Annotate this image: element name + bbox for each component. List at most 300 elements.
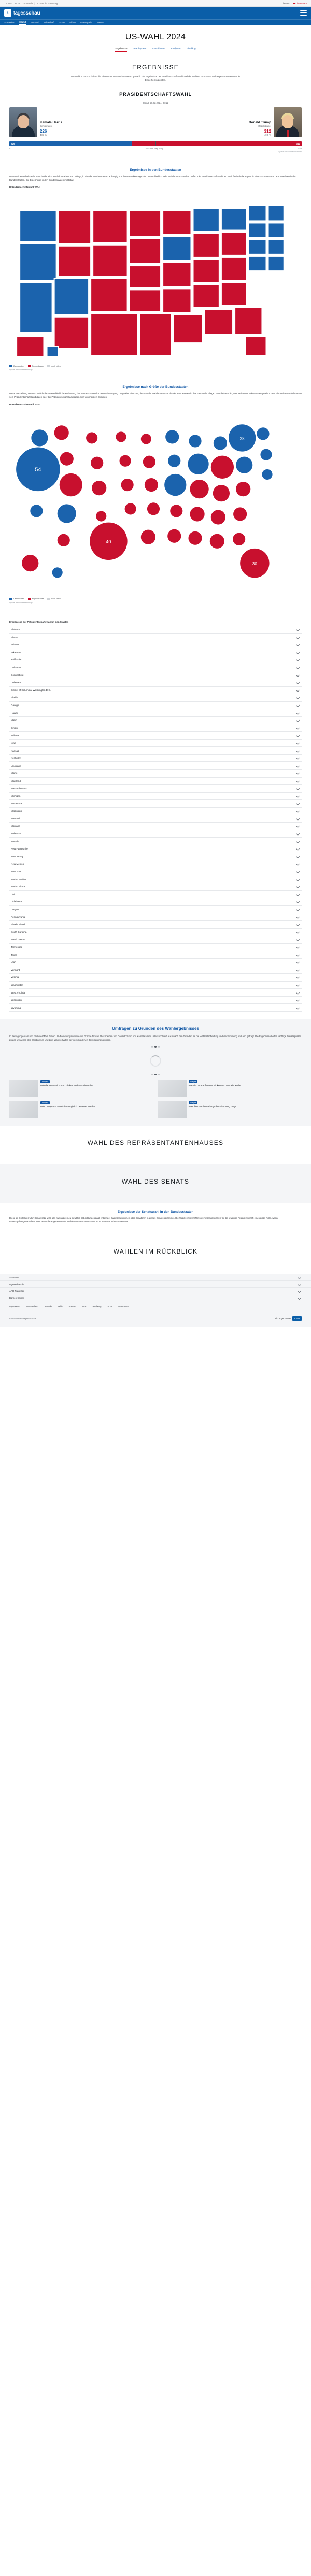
state-accordion-label: South Carolina <box>11 930 27 933</box>
candidate-harris[interactable] <box>9 107 156 137</box>
footer-link[interactable]: Hilfe <box>58 1305 63 1308</box>
house-title: WAHL DES REPRÄSENTANTENHAUSES <box>87 1139 224 1146</box>
state-accordion-row[interactable] <box>9 770 302 778</box>
card-tag: Analyse <box>189 1101 198 1104</box>
state-accordion-label: Massachusetts <box>11 787 27 790</box>
state-accordion-row[interactable] <box>9 823 302 830</box>
chevron-down-icon <box>296 900 300 903</box>
state-accordion-row[interactable] <box>9 747 302 755</box>
state-accordion-row[interactable] <box>9 702 302 710</box>
analysis-card[interactable] <box>9 1101 154 1118</box>
state-list-section <box>0 611 311 1019</box>
state-accordion-label: Oklahoma <box>11 900 22 903</box>
state-accordion-label: Alaska <box>11 636 18 639</box>
state-accordion-row[interactable] <box>9 898 302 906</box>
state-accordion-label: Ohio <box>11 893 16 896</box>
state-list-heading: Ergebnisse der Präsidentschaftswahl in den Staaten <box>9 620 69 623</box>
svg-text:54: 54 <box>35 467 41 473</box>
electoral-bar-track <box>9 141 302 146</box>
legend-item-0 <box>9 598 24 600</box>
state-accordion-label: Kansas <box>11 749 19 752</box>
harris-name: Kamala Harris <box>40 120 62 124</box>
state-accordion-label: Iowa <box>11 741 16 744</box>
polls-text: In Befragungen am und nach der Wahl haben US-Forschungsinstitute die Gründe für das Abschneiden von Donald Trump und Kamala Harris untersucht und auch nach den Gründen für die Wahlentscheidung und die Stimmung im Land gefragt. Die Ergebnisse helfen wichtige Anhaltspunkte zu den Ursachen des Ergebnisses und zum Wahlverhalten der verschiedenen Bevölkerungsgruppen. <box>9 1035 301 1042</box>
chevron-down-icon <box>296 643 300 646</box>
state-accordion-row[interactable] <box>9 641 302 649</box>
dot-2[interactable] <box>158 1046 160 1047</box>
state-accordion-label: Oregon <box>11 908 19 911</box>
state-accordion-row[interactable] <box>9 815 302 823</box>
state-accordion-row[interactable] <box>9 883 302 891</box>
chevron-down-icon <box>296 975 300 979</box>
state-accordion-row[interactable] <box>9 997 302 1004</box>
results-note: US-Wahl 2024 – Schalten die Einwohner US-Bundesstaaten gewählt. Die Ergebnisse der Präsidentschaftswahl und der Wahlen zum Senat und Repräsentantenhaus in Einzelheiten zeigten. <box>71 75 240 81</box>
hero <box>0 25 311 56</box>
chevron-down-icon <box>296 840 300 843</box>
chevron-down-icon <box>296 862 300 866</box>
chevron-down-icon <box>296 824 300 828</box>
state-accordion-row[interactable] <box>9 740 302 747</box>
state-accordion-row[interactable] <box>9 906 302 914</box>
scale-mid: 270 zum Sieg nötig <box>145 147 163 150</box>
chevron-down-icon <box>296 960 300 964</box>
dot-1[interactable] <box>154 1046 156 1047</box>
state-accordion-row[interactable] <box>9 800 302 808</box>
ard-label: Ein Angebot von <box>275 1317 291 1320</box>
state-accordion-row[interactable] <box>9 785 302 793</box>
scale-left: 0 <box>9 147 11 150</box>
footer-row-label-0: Startseite <box>9 1276 19 1279</box>
state-accordion-label: West Virginia <box>11 991 25 994</box>
svg-text:40: 40 <box>106 539 111 545</box>
chevron-down-icon <box>296 628 300 631</box>
state-accordion-row[interactable] <box>9 755 302 762</box>
chevron-down-icon <box>296 817 300 821</box>
logo-mark-letter: t <box>7 11 9 15</box>
chevron-down-icon <box>296 983 300 987</box>
state-accordion-row[interactable] <box>9 717 302 725</box>
trump-photo <box>274 107 302 137</box>
state-accordion-label: Texas <box>11 953 17 956</box>
candidate-trump[interactable] <box>156 107 302 137</box>
chevron-down-icon <box>296 991 300 995</box>
state-accordion-label: Indiana <box>11 734 19 737</box>
chevron-down-icon <box>296 703 300 707</box>
footer-link[interactable]: Datenschutz <box>26 1305 38 1308</box>
state-accordion-row[interactable] <box>9 959 302 967</box>
chevron-down-icon <box>296 930 300 934</box>
state-accordion-label: New Hampshire <box>11 847 28 851</box>
card-title: Wie die USA auf Trump blicken und was sie wollte <box>40 1084 93 1087</box>
state-accordion-label: Mississippi <box>11 810 23 813</box>
card-tag: Analyse <box>40 1101 50 1104</box>
state-accordion-row[interactable] <box>9 626 302 634</box>
us-choropleth-map[interactable] <box>9 190 302 362</box>
chevron-down-icon <box>296 893 300 896</box>
states-map-label: Präsidentschaftswahl 2024 <box>9 185 40 189</box>
size-map-label: Präsidentschaftswahl 2024 <box>9 403 40 406</box>
trump-party: Republikaner <box>258 124 271 127</box>
footer-link[interactable]: Presse <box>68 1305 76 1308</box>
nav-item-7[interactable]: Wetter <box>96 21 104 24</box>
state-accordion-label: Maryland <box>11 779 21 782</box>
legend-label-2: noch offen <box>51 365 61 367</box>
chevron-down-icon <box>296 832 300 836</box>
size-map-legend <box>9 598 302 600</box>
trump-meta <box>249 121 271 137</box>
chevron-down-icon <box>296 877 300 881</box>
chevron-down-icon <box>296 953 300 957</box>
card-title: Wie Trump und Harris im Vergleich bewertet werden <box>40 1105 96 1109</box>
chevron-down-icon <box>296 741 300 745</box>
page-title: US-WAHL 2024 <box>125 33 186 41</box>
state-accordion-label: Colorado <box>11 666 21 669</box>
state-accordion-label: Delaware <box>11 681 21 684</box>
chevron-down-icon <box>296 809 300 813</box>
state-accordion-row[interactable] <box>9 982 302 989</box>
footer-link[interactable]: AGB <box>107 1305 112 1308</box>
state-accordion-row[interactable] <box>9 793 302 800</box>
legend-item-1 <box>28 365 44 367</box>
house-section <box>0 1126 311 1164</box>
ard-attribution <box>275 1316 302 1321</box>
state-accordion-label: New Jersey <box>11 855 23 858</box>
chevron-down-icon <box>296 885 300 888</box>
candidates <box>9 107 302 137</box>
senate-states-text: Diese im Drittel der USA Senatssitze wird alle zwei Jahre neu gewählt, dabei Bundesstaat entsendet zwei Senatorinnen oder Senatoren in dieses Kongresskammer. Die Wahlrechtsverhältnisse im Senat spiralen für die jeweilige Präsidentschaft eine große Rolle, wenn Gesetzgebungsvorhaben. Wer setzte die Ergebnisse der Wahlen um den Senatssitze 2024 in den Bundesstaaten aus. <box>9 1216 278 1223</box>
state-accordion-label: Rhode Island <box>11 923 25 926</box>
state-accordion-row[interactable] <box>9 778 302 785</box>
svg-text:28: 28 <box>239 436 245 441</box>
harris-meta <box>40 121 62 137</box>
card-thumbnail <box>9 1080 38 1097</box>
state-accordion-row[interactable] <box>9 838 302 845</box>
state-accordion-row[interactable] <box>9 732 302 740</box>
analysis-card[interactable] <box>158 1101 302 1118</box>
nav-item-2[interactable]: Ausland <box>30 21 39 24</box>
state-accordion-row[interactable] <box>9 936 302 944</box>
chevron-right-icon <box>298 1283 301 1286</box>
chevron-down-icon <box>296 923 300 926</box>
card-body <box>189 1080 302 1097</box>
state-accordion-label: Virginia <box>11 976 19 979</box>
state-accordion-label: Florida <box>11 696 19 699</box>
svg-text:30: 30 <box>252 562 257 567</box>
logo-text-b: schau <box>25 10 40 16</box>
livestream-link[interactable] <box>293 2 307 5</box>
chevron-down-icon <box>296 651 300 654</box>
chevron-down-icon <box>296 726 300 730</box>
chevron-down-icon <box>296 802 300 805</box>
legend-item-2 <box>47 598 61 600</box>
trump-votes: 312 <box>264 128 271 134</box>
state-accordion-label: New York <box>11 870 21 873</box>
card-title: Wie die USA auf Harris blicken und was sie wollte <box>188 1084 241 1087</box>
state-accordion-row[interactable] <box>9 944 302 952</box>
size-map-section <box>0 378 311 611</box>
card-thumbnail <box>158 1101 187 1118</box>
state-accordion-label: Maine <box>11 772 18 775</box>
utility-themen-link[interactable]: Themen <box>281 2 290 5</box>
site-footer <box>0 1274 311 1327</box>
state-accordion-row[interactable] <box>9 694 302 702</box>
subnav-item-0[interactable]: Ergebnisse <box>115 47 127 52</box>
utility-date: 12. März 2024 | 14:48 Uhr | 12 Grad in Hamburg <box>4 2 58 5</box>
state-accordion-label: New Mexico <box>11 862 24 866</box>
carousel-dots-top[interactable] <box>9 1046 302 1047</box>
state-accordion-label: Utah <box>11 961 16 964</box>
footer-link[interactable]: Werbung <box>92 1305 102 1308</box>
chevron-down-icon <box>296 749 300 753</box>
chevron-down-icon <box>296 688 300 692</box>
legend-item-1 <box>28 598 44 600</box>
state-accordion-label: Nebraska <box>11 832 21 836</box>
state-accordion-label: South Dakota <box>11 938 25 941</box>
harris-votes: 226 <box>40 128 47 134</box>
state-accordion-label: Arizona <box>11 643 19 646</box>
state-accordion-row[interactable] <box>9 1004 302 1012</box>
card-thumbnail <box>9 1101 38 1118</box>
senate-states-heading: Ergebnisse der Senatswahl in den Bundesstaaten <box>117 1210 194 1214</box>
nav-item-4[interactable]: Sport <box>59 21 65 24</box>
chevron-down-icon <box>296 786 300 790</box>
polls-section <box>0 1019 311 1126</box>
loading-spinner-icon <box>150 1055 161 1067</box>
utility-bar <box>0 0 311 7</box>
footer-row-3[interactable] <box>0 1294 311 1301</box>
trump-pct: 49,9 % <box>264 133 271 136</box>
nav-item-3[interactable]: Wirtschaft <box>44 21 54 24</box>
card-body <box>40 1101 154 1118</box>
state-accordion-label: Vermont <box>11 968 20 971</box>
electoral-bar-dem: 226 <box>9 141 132 146</box>
state-accordion-label: North Carolina <box>11 877 26 881</box>
legend-label-1: Republikaner <box>32 598 44 600</box>
states-map-section <box>0 161 311 378</box>
state-accordion-label: North Dakota <box>11 885 25 888</box>
presidential-title: PRÄSIDENTSCHAFTSWAHL <box>119 91 192 97</box>
state-accordion-label: Missouri <box>11 817 20 820</box>
chevron-down-icon <box>296 938 300 941</box>
chevron-down-icon <box>296 673 300 677</box>
electoral-bar <box>9 141 302 153</box>
chevron-right-icon <box>298 1296 301 1300</box>
footer-row-label-2: ARD Ratgeber <box>9 1289 24 1292</box>
footer-row-2[interactable] <box>0 1288 311 1294</box>
us-bubble-map[interactable] <box>9 407 302 595</box>
states-map-heading: Ergebnisse in den Bundesstaaten <box>130 168 181 172</box>
results-title: ERGEBNISSE <box>132 64 179 71</box>
state-accordion-row[interactable] <box>9 687 302 695</box>
trump-name: Donald Trump <box>249 120 271 124</box>
state-accordion-label: Kalifornien <box>11 658 22 661</box>
chevron-right-icon <box>298 1276 301 1279</box>
chevron-down-icon <box>296 855 300 858</box>
state-accordion-row[interactable] <box>9 649 302 657</box>
logo[interactable] <box>4 9 40 17</box>
legend-item-0 <box>9 365 24 367</box>
state-accordion-row[interactable] <box>9 634 302 641</box>
chevron-down-icon <box>296 908 300 911</box>
subnav-item-3[interactable]: Analysen <box>171 47 181 50</box>
footer-bottom <box>0 1312 311 1327</box>
state-accordion-row[interactable] <box>9 891 302 899</box>
dot-2[interactable] <box>158 1074 160 1075</box>
state-accordion-row[interactable] <box>9 853 302 861</box>
state-accordion-label: Michigan <box>11 795 21 798</box>
state-accordion-label: Montana <box>11 825 20 828</box>
card-tag: Analyse <box>40 1080 50 1083</box>
state-accordion-row[interactable] <box>9 951 302 959</box>
state-accordion-label: Illinois <box>11 726 18 729</box>
footer-link[interactable]: Jobs <box>81 1305 87 1308</box>
site-header <box>0 7 311 19</box>
legend-label-0: Demokraten <box>13 598 24 600</box>
footer-copyright: © ARD-aktuell / tagesschau.de <box>9 1317 36 1320</box>
state-accordion-label: Connecticut <box>11 673 24 677</box>
chevron-down-icon <box>296 658 300 661</box>
footer-links <box>0 1301 311 1312</box>
dot-0[interactable] <box>151 1046 153 1047</box>
state-accordion-label: Nevada <box>11 840 19 843</box>
livestream-label: Livestream <box>295 2 307 5</box>
subnav-item-1[interactable]: Wahlsystem <box>133 47 147 50</box>
footer-link[interactable]: Newsletter <box>118 1305 129 1308</box>
state-accordion-row[interactable] <box>9 845 302 853</box>
polls-heading: Umfragen zu Gründen des Wahlergebnisses <box>112 1026 199 1031</box>
footer-row-1[interactable] <box>0 1281 311 1288</box>
state-accordion-label: Georgia <box>11 703 20 707</box>
state-accordion-label: Alabama <box>11 628 21 631</box>
chevron-down-icon <box>296 779 300 783</box>
state-accordion-label: Hawaii <box>11 711 18 714</box>
chevron-down-icon <box>296 915 300 919</box>
size-map-heading: Ergebnisse nach Größe der Bundesstaaten <box>122 385 189 390</box>
state-accordion-row[interactable] <box>9 808 302 815</box>
logo-text-a: tages <box>13 10 26 16</box>
state-accordion <box>9 626 302 1012</box>
footer-link[interactable]: Impressum <box>9 1305 20 1308</box>
senate-states-section <box>0 1203 311 1233</box>
card-body <box>189 1101 302 1118</box>
legend-label-0: Demokraten <box>13 365 24 367</box>
chevron-down-icon <box>296 968 300 972</box>
state-accordion-row[interactable] <box>9 860 302 868</box>
chevron-down-icon <box>296 847 300 851</box>
footer-row-label-1: tagesschau.de <box>9 1283 24 1286</box>
subnav-item-2[interactable]: Kandidaten <box>152 47 165 50</box>
state-accordion-row[interactable] <box>9 868 302 876</box>
footer-row-0[interactable] <box>0 1274 311 1281</box>
legend-item-2 <box>47 365 61 367</box>
senate-section <box>0 1164 311 1203</box>
card-title: Was die USA heute längt die Stimmung prägt <box>188 1105 236 1109</box>
nav-item-1[interactable]: Inland <box>19 21 26 25</box>
chevron-down-icon <box>296 756 300 760</box>
state-accordion-row[interactable] <box>9 966 302 974</box>
footer-link[interactable]: Kontakt <box>45 1305 52 1308</box>
chevron-down-icon <box>296 870 300 873</box>
dot-1[interactable] <box>154 1074 156 1075</box>
state-accordion-row[interactable] <box>9 656 302 664</box>
state-accordion-row[interactable] <box>9 929 302 937</box>
state-accordion-row[interactable] <box>9 921 302 929</box>
analysis-card[interactable] <box>158 1080 302 1097</box>
state-accordion-row[interactable] <box>9 830 302 838</box>
ard-logo-icon: ARD <box>292 1316 302 1321</box>
state-accordion-label: Tennessee <box>11 945 23 948</box>
live-dot-icon <box>293 3 295 4</box>
state-accordion-label: Pennsylvania <box>11 915 25 918</box>
card-thumbnail <box>158 1080 187 1097</box>
results-section <box>0 56 311 161</box>
carousel-dots-bottom[interactable] <box>9 1074 302 1075</box>
state-accordion-row[interactable] <box>9 679 302 687</box>
states-map-text: Der Präsidentschaftswahl entscheidet sich letztlich an Electoral College, in das die Bundesstaaten abhängig von ihrer Bevölkerungszahl unterschiedlich viele Wahlleute entsenden dürfen. Die Präsidentschaftswahl ist damit faktisch die Ergebnis einer Summe von 51 Einzelwahlen in den Bundesstaaten. Die Ergebnisse in den Bundesstaaten im Detail. <box>9 175 296 181</box>
states-map-caption: Quelle: ARD/Infratest dimap <box>9 369 33 371</box>
chevron-down-icon <box>296 733 300 737</box>
results-status: Stand: 20.02.2024, 08:11 <box>143 101 168 104</box>
retro-section <box>0 1233 311 1274</box>
state-accordion-row[interactable] <box>9 762 302 770</box>
chevron-down-icon <box>296 718 300 722</box>
state-accordion-row[interactable] <box>9 724 302 732</box>
state-accordion-label: Wyoming <box>11 1006 21 1009</box>
electoral-bar-rep: 312 <box>132 141 302 146</box>
hero-subnav <box>0 47 311 52</box>
chevron-down-icon <box>296 771 300 775</box>
state-accordion-row[interactable] <box>9 913 302 921</box>
state-accordion-row[interactable] <box>9 709 302 717</box>
dot-0[interactable] <box>151 1074 153 1075</box>
main-nav <box>0 19 311 25</box>
state-accordion-row[interactable] <box>9 974 302 982</box>
footer-row-label-3: Barrierefreiheit <box>9 1296 24 1299</box>
state-accordion-row[interactable] <box>9 671 302 679</box>
electoral-bar-source: Quelle: ARD/Infratest dimap <box>278 150 302 153</box>
state-accordion-label: Kentucky <box>11 757 21 760</box>
chevron-down-icon <box>296 666 300 669</box>
analysis-card[interactable] <box>9 1080 154 1097</box>
nav-item-6[interactable]: Investigativ <box>80 21 92 24</box>
chevron-down-icon <box>296 711 300 715</box>
state-accordion-label: Louisiana <box>11 764 21 767</box>
state-accordion-row[interactable] <box>9 989 302 997</box>
nav-item-0[interactable]: Startseite <box>4 21 15 24</box>
nav-item-5[interactable]: Video <box>69 21 76 24</box>
scale-right: 538 <box>298 147 302 150</box>
hamburger-icon[interactable] <box>300 10 307 16</box>
analysis-card-grid <box>9 1080 302 1118</box>
subnav-item-4[interactable]: Liveblog <box>187 47 196 50</box>
size-map-text: Diese Darstellung veranschaulicht die unterschiedliche Bedeutung der Bundesstaaten für den Wahlausgang. Je größer ein Kreis, desto mehr Wahlleute entsendet der Bundesstaat in das Electoral College. Entscheidend ist, wer meisten Bundesstaaten gewinnt: Wer die meisten Wahlleute an sein Präsidentschaftskandidaten oder bei Präsidentschaftskandidaten sich von meisten Stimmen. <box>9 392 302 399</box>
state-accordion-row[interactable] <box>9 875 302 883</box>
state-accordion-row[interactable] <box>9 664 302 672</box>
chevron-down-icon <box>296 794 300 798</box>
chevron-down-icon <box>296 681 300 684</box>
state-accordion-label: Minnesota <box>11 802 22 805</box>
senate-title: WAHL DES SENATS <box>121 1177 190 1185</box>
state-accordion-label: Washington <box>11 983 24 986</box>
electoral-bar-scale <box>9 147 302 150</box>
chevron-down-icon <box>296 764 300 768</box>
harris-photo <box>9 107 37 137</box>
chevron-down-icon <box>296 1006 300 1010</box>
legend-label-2: noch offen <box>51 598 61 600</box>
chevron-down-icon <box>296 636 300 639</box>
logo-text <box>13 10 40 16</box>
harris-party: Demokraten <box>40 124 52 127</box>
